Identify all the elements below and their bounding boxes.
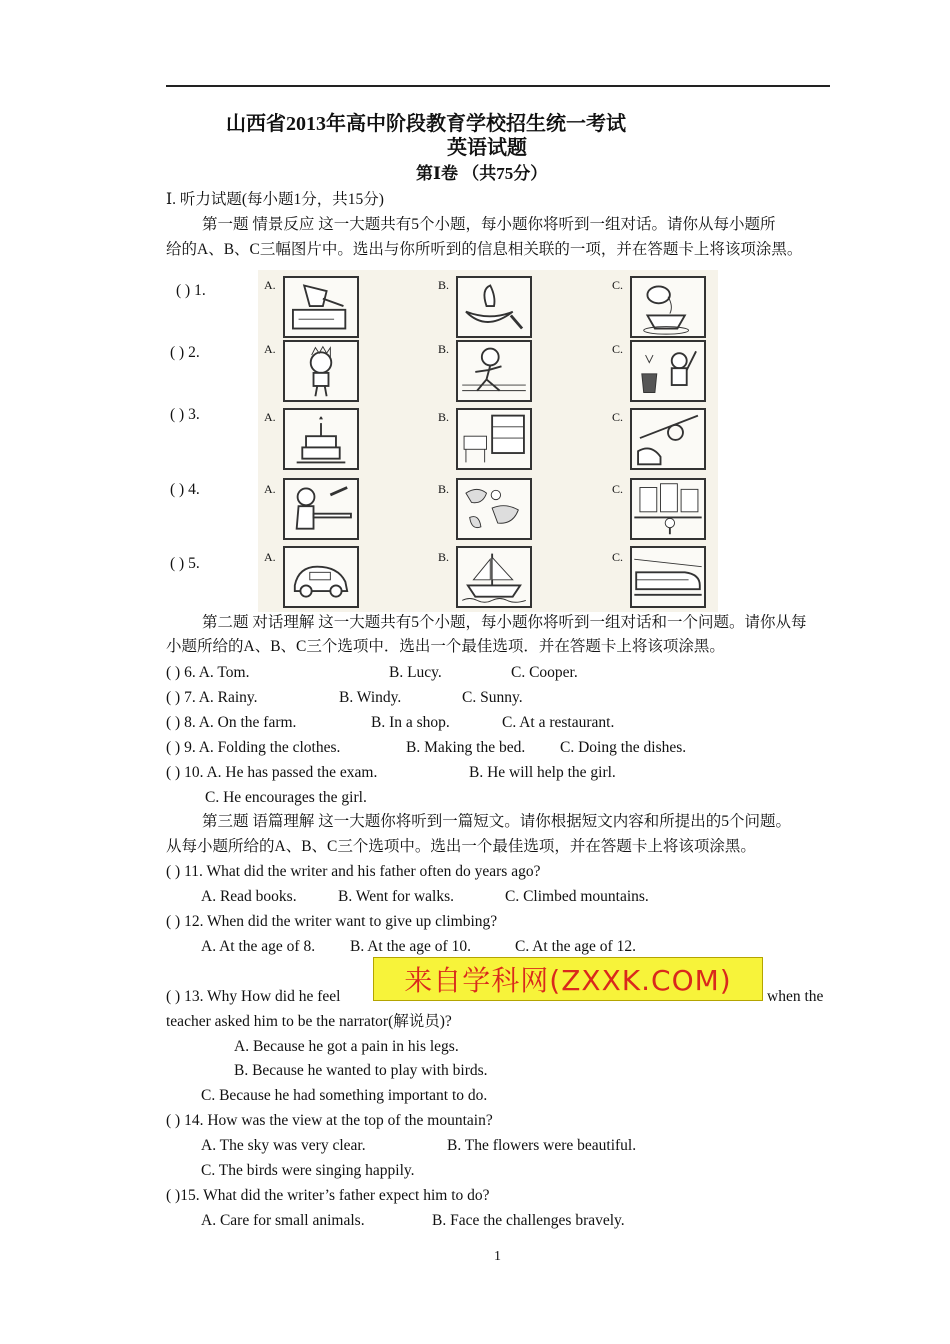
question-11-option-b: B. Went for walks.	[338, 888, 454, 905]
page-number: 1	[494, 1249, 501, 1264]
option-label-c: C.	[612, 482, 624, 496]
option-label-a: A.	[264, 550, 276, 564]
top-rule	[166, 85, 830, 87]
option-label-b: B.	[438, 482, 450, 496]
boy-running-icon	[456, 340, 532, 402]
picture-question-4: ( ) 4.	[170, 481, 200, 498]
city-street-icon	[630, 478, 706, 540]
question-14-option-a: A. The sky was very clear.	[201, 1137, 366, 1154]
question-6-option-b: B. Lucy.	[389, 664, 442, 681]
question-10: ( ) 10. A. He has passed the exam.	[166, 764, 378, 781]
part3-instructions-line1: 第三题 语篇理解 这一大题你将听到一篇短文。请你根据短文内容和所提出的5个问题。	[202, 813, 792, 830]
question-7-option-c: C. Sunny.	[462, 689, 523, 706]
option-label-b: B.	[438, 550, 450, 564]
question-13-option-b: B. Because he wanted to play with birds.	[234, 1062, 488, 1079]
question-8-option-b: B. In a shop.	[371, 714, 450, 731]
birthday-cake-icon	[283, 408, 359, 470]
hand-writing-on-paper-icon	[283, 276, 359, 338]
watermark-banner: 来自学科网(ZXXK.COM)	[373, 957, 763, 1001]
question-12: ( ) 12. When did the writer want to give up climbing?	[166, 913, 498, 930]
option-label-a: A.	[264, 482, 276, 496]
question-11-option-a: A. Read books.	[201, 888, 297, 905]
sports-field-icon	[630, 408, 706, 470]
question-8: ( ) 8. A. On the farm.	[166, 714, 297, 731]
option-label-c: C.	[612, 342, 624, 356]
question-13-end: when the	[767, 988, 824, 1005]
question-9-option-c: C. Doing the dishes.	[560, 739, 687, 756]
world-map-icon	[456, 478, 532, 540]
question-14-option-b: B. The flowers were beautiful.	[447, 1137, 637, 1154]
question-13-option-c: C. Because he had something important to do.	[201, 1087, 488, 1104]
option-label-c: C.	[612, 278, 624, 292]
question-7: ( ) 7. A. Rainy.	[166, 689, 258, 706]
question-12-option-b: B. At the age of 10.	[350, 938, 471, 955]
option-label-c: C.	[612, 410, 624, 424]
picture-question-2: ( ) 2.	[170, 344, 200, 361]
girl-studying-at-desk-icon	[283, 478, 359, 540]
question-15: ( )15. What did the writer’s father expect him to do?	[166, 1187, 490, 1204]
question-15-option-a: A. Care for small animals.	[201, 1212, 365, 1229]
question-13-line2: teacher asked him to be the narrator(解说员)?	[166, 1013, 452, 1030]
question-8-option-c: C. At a restaurant.	[502, 714, 615, 731]
exam-title: 山西省2013年高中阶段教育学校招生统一考试	[226, 113, 626, 135]
option-label-b: B.	[438, 342, 450, 356]
question-9-option-b: B. Making the bed.	[406, 739, 526, 756]
option-label-b: B.	[438, 410, 450, 424]
option-label-b: B.	[438, 278, 450, 292]
section-heading: Ⅰ. 听力试题(每小题1分，共15分)	[166, 191, 384, 208]
sailing-ship-icon	[456, 546, 532, 608]
train-icon	[630, 546, 706, 608]
question-7-option-b: B. Windy.	[339, 689, 402, 706]
option-label-a: A.	[264, 410, 276, 424]
option-label-a: A.	[264, 342, 276, 356]
part3-instructions-line2: 从每小题所给的A、B、C三个选项中。选出一个最佳选项，并在答题卡上将该项涂黑。	[166, 838, 756, 855]
question-12-option-a: A. At the age of 8.	[201, 938, 316, 955]
picture-question-5: ( ) 5.	[170, 555, 200, 572]
question-6-option-c: C. Cooper.	[511, 664, 578, 681]
picture-question-1: ( ) 1.	[176, 282, 206, 299]
picture-options-grid	[258, 270, 718, 612]
exam-subject: 英语试题	[447, 137, 527, 159]
option-label-a: A.	[264, 278, 276, 292]
question-13-start: ( ) 13. Why How did he feel	[166, 988, 341, 1005]
part1-instructions-line2: 给的A、B、C三幅图片中。选出与你所听到的信息相关联的一项，并在答题卡上将该项涂黑。	[166, 241, 803, 258]
part2-instructions-line2: 小题所给的A、B、C三个选项中．选出一个最佳选项．并在答题卡上将该项涂黑。	[166, 638, 725, 655]
question-10-option-c: C. He encourages the girl.	[205, 789, 367, 806]
volume-heading: 第Ⅰ卷 （共75分）	[416, 164, 548, 183]
picture-question-3: ( ) 3.	[170, 406, 200, 423]
question-9: ( ) 9. A. Folding the clothes.	[166, 739, 341, 756]
question-11: ( ) 11. What did the writer and his father often do years ago?	[166, 863, 541, 880]
magician-show-icon	[630, 340, 706, 402]
banana-icon	[456, 276, 532, 338]
question-6: ( ) 6. A. Tom.	[166, 664, 250, 681]
question-11-option-c: C. Climbed mountains.	[505, 888, 649, 905]
bookstore-shelves-icon	[456, 408, 532, 470]
question-14-option-c: C. The birds were singing happily.	[201, 1162, 415, 1179]
question-13-option-a: A. Because he got a pain in his legs.	[234, 1038, 459, 1055]
car-icon	[283, 546, 359, 608]
teapot-and-cup-icon	[630, 276, 706, 338]
question-14: ( ) 14. How was the view at the top of the mountain?	[166, 1112, 493, 1129]
question-15-option-b: B. Face the challenges bravely.	[432, 1212, 625, 1229]
happy-boy-icon	[283, 340, 359, 402]
question-12-option-c: C. At the age of 12.	[515, 938, 636, 955]
part1-instructions-line1: 第一题 情景反应 这一大题共有5个小题，每小题你将听到一组对话。请你从每小题所	[202, 216, 776, 233]
question-10-option-b: B. He will help the girl.	[469, 764, 616, 781]
part2-instructions-line1: 第二题 对话理解 这一大题共有5个小题，每小题你将听到一组对话和一个问题。请你从每	[202, 614, 807, 631]
option-label-c: C.	[612, 550, 624, 564]
